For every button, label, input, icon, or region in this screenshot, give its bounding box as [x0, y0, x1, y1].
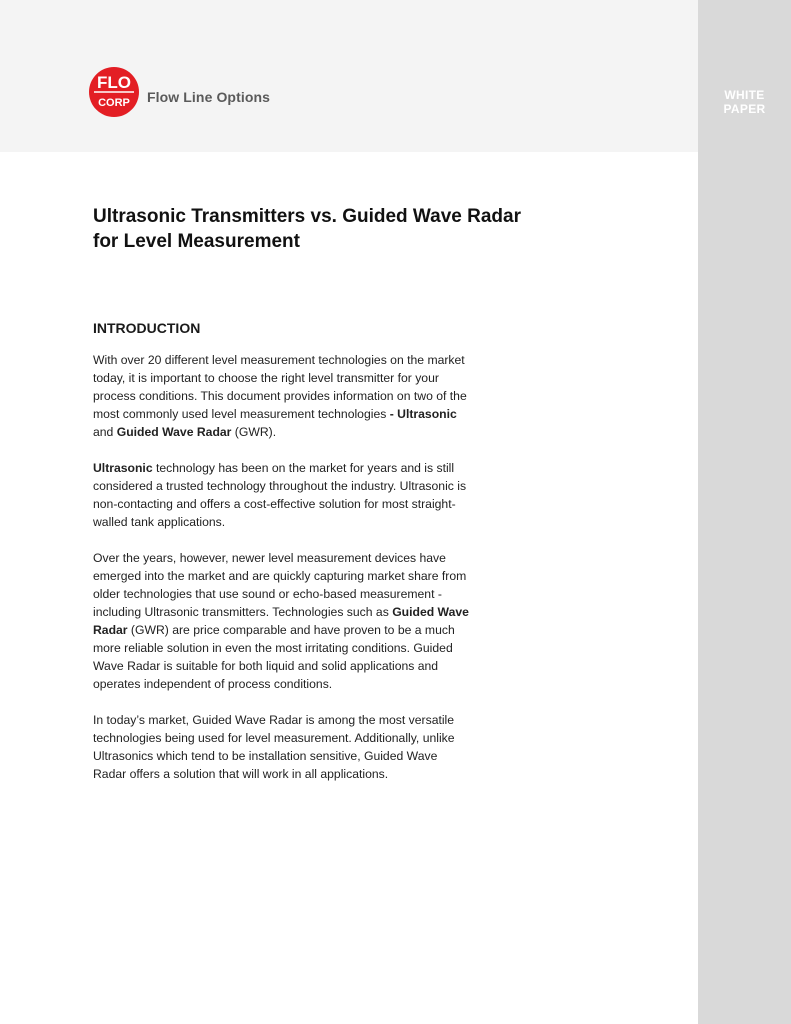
paragraph [93, 459, 473, 531]
paragraph [93, 549, 473, 693]
paragraph-text: Over the years, however, newer level measurement devices have emerged into the market and are quickly capturing market share from older technologies that use sound or echo-based measurement - including Ultrasonic transmitters. Technologies such as [93, 551, 467, 619]
document-title [93, 204, 613, 254]
bold-term: - Ultrasonic [389, 407, 457, 421]
bold-term: Guided Wave Radar [116, 425, 232, 439]
logo-bottom-text: CORP [98, 97, 130, 109]
paragraph-text: (GWR) are price comparable and have proven to be a much more reliable solution in even the most irritating conditions. Guided Wave Radar is suitable for both liquid and solid applications and operates independent of process conditions. [93, 623, 455, 691]
introduction-body [93, 351, 473, 801]
sidebar [698, 0, 791, 1024]
paragraph-text: and [93, 425, 117, 439]
paragraph [93, 351, 473, 441]
section-heading-introduction: INTRODUCTION [93, 320, 201, 336]
title-line1: Ultrasonic Transmitters vs. Guided Wave Radar [93, 206, 521, 227]
sidebar-label-line1: WHITE [724, 88, 765, 102]
white-paper-label [698, 88, 791, 116]
company-name: Flow Line Options [147, 89, 271, 105]
paragraph-text: (GWR). [231, 425, 277, 439]
bold-term: Guided Wave Radar [93, 605, 469, 637]
logo-top-text: FLO [97, 73, 131, 92]
sidebar-label-line2: PAPER [723, 102, 766, 116]
flo-corp-logo [88, 66, 140, 118]
paragraph [93, 711, 473, 783]
bold-term: Ultrasonic [93, 461, 153, 475]
paragraph-text: With over 20 different level measurement technologies on the market today, it is important to choose the right level transmitter for your process conditions. This document provides information on two of the most commonly used level measurement technologies [93, 353, 467, 421]
title-line2: for Level Measurement [93, 231, 300, 252]
paragraph-text: In today’s market, Guided Wave Radar is among the most versatile technologies being used for level measurement. Additionally, unlike Ultrasonics which tend to be installation sensitive, Guided Wave Radar offers a solution that will work in all applications. [93, 713, 455, 781]
paragraph-text: technology has been on the market for years and is still considered a trusted technology throughout the industry. Ultrasonic is non-contacting and offers a cost-effective solution for most straight-walled tank applications. [93, 461, 467, 529]
